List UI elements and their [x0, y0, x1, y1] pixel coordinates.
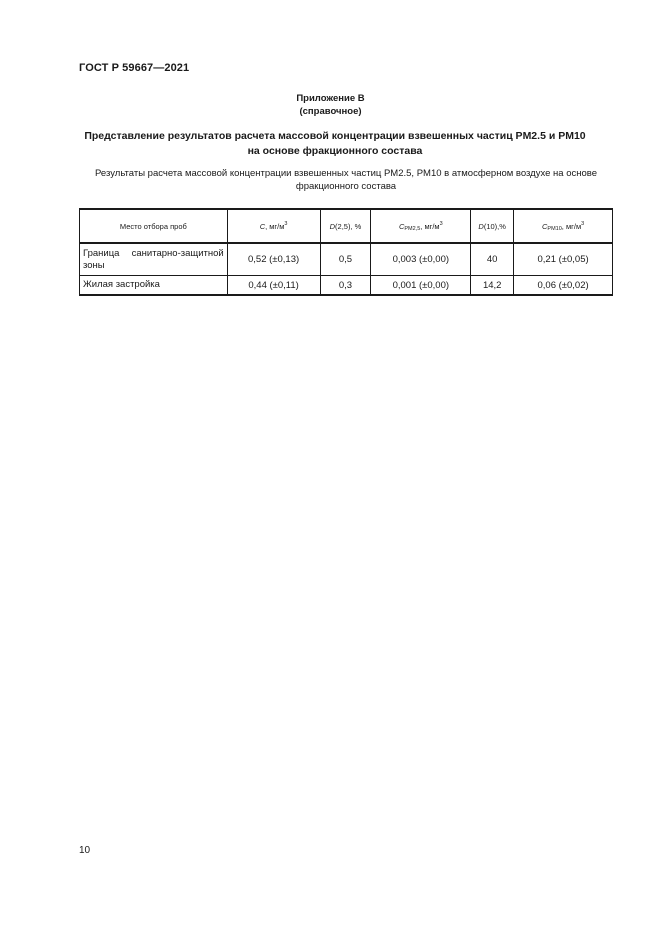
section-title-line-2: на основе фракционного состава — [247, 145, 423, 157]
appendix-heading — [0, 92, 661, 118]
table-caption — [70, 168, 622, 193]
header-cpm25: CPM2,5, $мг/м^3$ — [371, 209, 471, 243]
appendix-label: Приложение В — [296, 93, 365, 104]
appendix-note: (справочное) — [299, 106, 362, 117]
section-title-line-1: Представление результатов расчета массовой концентрации взвешенных частиц PM2.5 и PM10 — [84, 130, 586, 142]
cell-d25: 0,5 — [320, 243, 371, 276]
header-d10: D(10),% — [471, 209, 514, 243]
table-header-row — [80, 209, 613, 243]
cell-d10: 40 — [471, 243, 514, 276]
header-c: C, $мг/м^3$ — [227, 209, 320, 243]
cell-c: 0,44 (±0,11) — [227, 276, 320, 296]
results-table — [79, 208, 613, 296]
table-caption-line-1: Результаты расчета массовой концентрации взвешенных частиц PM2.5, PM10 в атмосферном воздухе на основе — [95, 168, 597, 179]
header-d25: D(2,5), % — [320, 209, 371, 243]
cell-d25: 0,3 — [320, 276, 371, 296]
table-row — [80, 276, 613, 296]
cell-c: 0,52 (±0,13) — [227, 243, 320, 276]
section-title — [70, 129, 600, 159]
cell-place: Граница санитарно-защитной зоны — [80, 243, 228, 276]
cell-d10: 14,2 — [471, 276, 514, 296]
cell-cpm25: 0,001 (±0,00) — [371, 276, 471, 296]
page-number: 10 — [79, 845, 91, 856]
table-row — [80, 243, 613, 276]
cell-cpm25: 0,003 (±0,00) — [371, 243, 471, 276]
document-code: ГОСТ Р 59667—2021 — [79, 62, 190, 74]
cell-place: Жилая застройка — [80, 276, 228, 296]
header-place: Место отбора проб — [80, 209, 228, 243]
header-cpm10: CPM10, $мг/м^3$ — [514, 209, 613, 243]
cell-cpm10: 0,06 (±0,02) — [514, 276, 613, 296]
cell-cpm10: 0,21 (±0,05) — [514, 243, 613, 276]
table-caption-line-2: фракционного состава — [295, 180, 397, 192]
